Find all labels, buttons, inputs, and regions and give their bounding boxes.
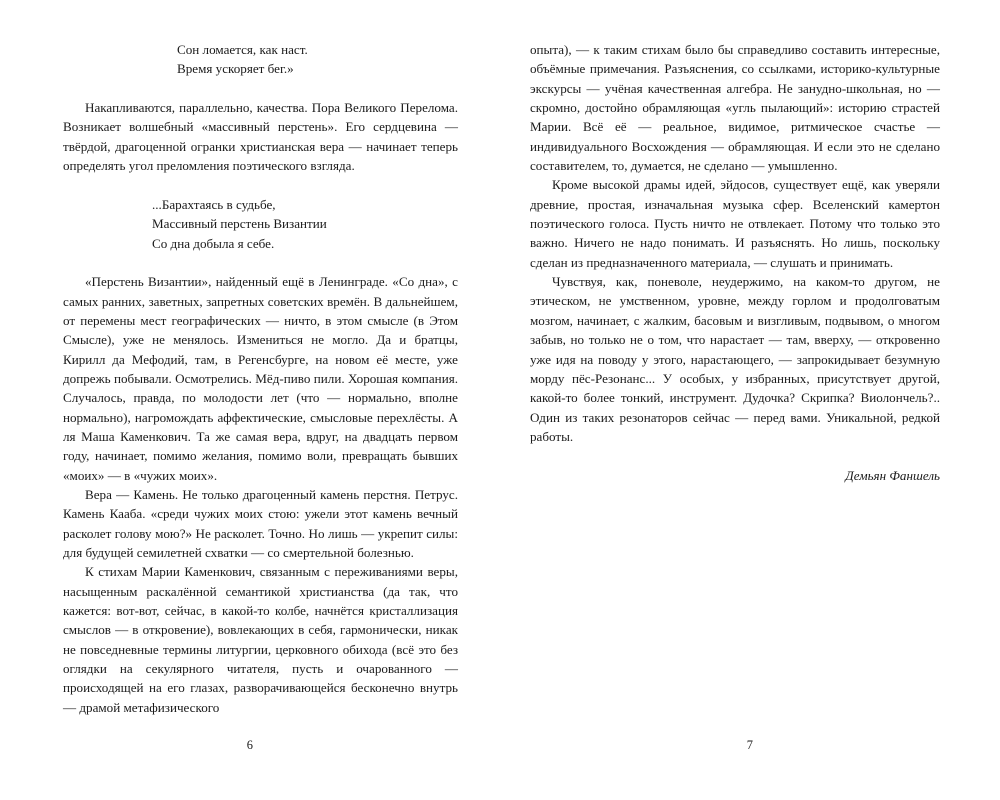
verse-block-top <box>63 40 458 79</box>
verse-line: Сон ломается, как наст. <box>177 42 308 57</box>
paragraph-krome-vysokoy-dramy: Кроме высокой драмы идей, эйдосов, существует ещё, как уверяли древние, простая, изначальная музыка сфер. Вселенский камертон поэтического голоса. Пусть ничто не отвлекает. Потому что только это важно. Ничего не надо понимать. И разъяснять. Но лишь, поскольку сделан из предназначенного материала, — слушать и принимать. <box>530 177 940 270</box>
page-number-right: 7 <box>746 738 754 752</box>
paragraph-chuvstvuya: Чувствуя, как, поневоле, неудержимо, на каком-то другом, не этическом, не умственном, уровне, между горлом и продолговатым мозгом, начинает, с жалким, басовым и визгливым, подвывом, о многом забыв, но только не о том, что нарастает — там, вверху, — откровенно уже идя на поводу у этого, нарастающего, — запрокидывает безумную морду пёс-Резонанс... У особых, у избранных, присутствует другой, какой-то более тонкий, инструмент. Дудочка? Скрипка? Виолончель?.. Один из таких резонаторов сейчас — перед вами. Уникальной, редкой работы. <box>530 274 940 444</box>
verse-line: ...Барахтаясь в судьбе, <box>152 196 276 212</box>
paragraph-vera-kamen: Вера — Камень. Не только драгоценный камень перстня. Петрус. Камень Кааба. «среди чужих моих стою: ужели этот камень вечный расколет голову мою?» Не расколет. Точно. Но лишь — укрепит силы: для будущей семилетней схватки — со смертельной болезнью. <box>63 487 458 561</box>
author-signature: Демьян Фаншель <box>845 467 940 483</box>
right-page-textblock <box>530 40 940 485</box>
verse-block-middle <box>63 195 458 253</box>
page-number-left: 6 <box>246 738 254 752</box>
verse-line: Со дна добыла я себе. <box>152 235 275 251</box>
paragraph-opyta: опыта), — к таким стихам было бы справедливо составить интересные, объёмные примечания. Разъяснения, со ссылками, историко-культурные экскурсы — учёная качественная алгебра. Не занудно-школьная, но — скромно, достойно обрамляющая «угль пылающий»: историю страстей Марии. Всё её — реальное, видимое, ритмическое счастье — индивидуального Восхождения — обрамляющая. И если это не сделано составителем, то, думается, не сделано — умышленно. <box>530 42 940 174</box>
verse-line: Массивный перстень Византии <box>152 216 327 232</box>
page-right <box>500 0 1000 800</box>
paragraph-k-stikham: К стихам Марии Каменкович, связанным с переживаниями веры, насыщенным раскалённой семантикой христианства (да так, что кажется: вот-вот, сейчас, в какой-то колбе, начнётся кристаллизация смыслов — в откровение), вовлекающих в себя, гармонически, никак не повседневные термины литургии, церковного обихода (всё это без оглядки на секулярного читателя, пусть и очарованного — происходящей на его глазах, разворачивающейся бесконечно внутрь — драмой метафизического <box>63 564 458 715</box>
verse-line: Время ускоряет бег.» <box>177 61 294 77</box>
left-page-textblock <box>63 40 458 717</box>
paragraph-persten-vizantii: «Перстень Византии», найденный ещё в Ленинграде. «Со дна», с самых ранних, заветных, запретных советских времён. В дальнейшем, от перемены мест географических — ничто, в этом смысле (в Этом Смысле), уже не менялось. Измениться не могло. Да и братцы, Кирилл да Мефодий, там, в Регенсбурге, на новом её месте, уже допрежь побывали. Осмотрелись. Мёд-пиво пили. Хорошая компания. Случалось, правда, по молодости лет (что — нормально, вполне нормально), нагромождать аффектические, смысловые перехлёсты. А ля Маша Каменкович. Та же самая вера, вдруг, на двадцать первом году, начинает, помимо желания, помимо воли, превращать бывших «моих» — в «чужих моих». <box>63 274 458 483</box>
paragraph-nakaplivayutsya: Накапливаются, параллельно, качества. Пора Великого Перелома. Возникает волшебный «массивный перстень». Его сердцевина — твёрдой, драгоценной огранки христианская вера — начинает теперь определять угол преломления поэтического взгляда. <box>63 100 458 174</box>
